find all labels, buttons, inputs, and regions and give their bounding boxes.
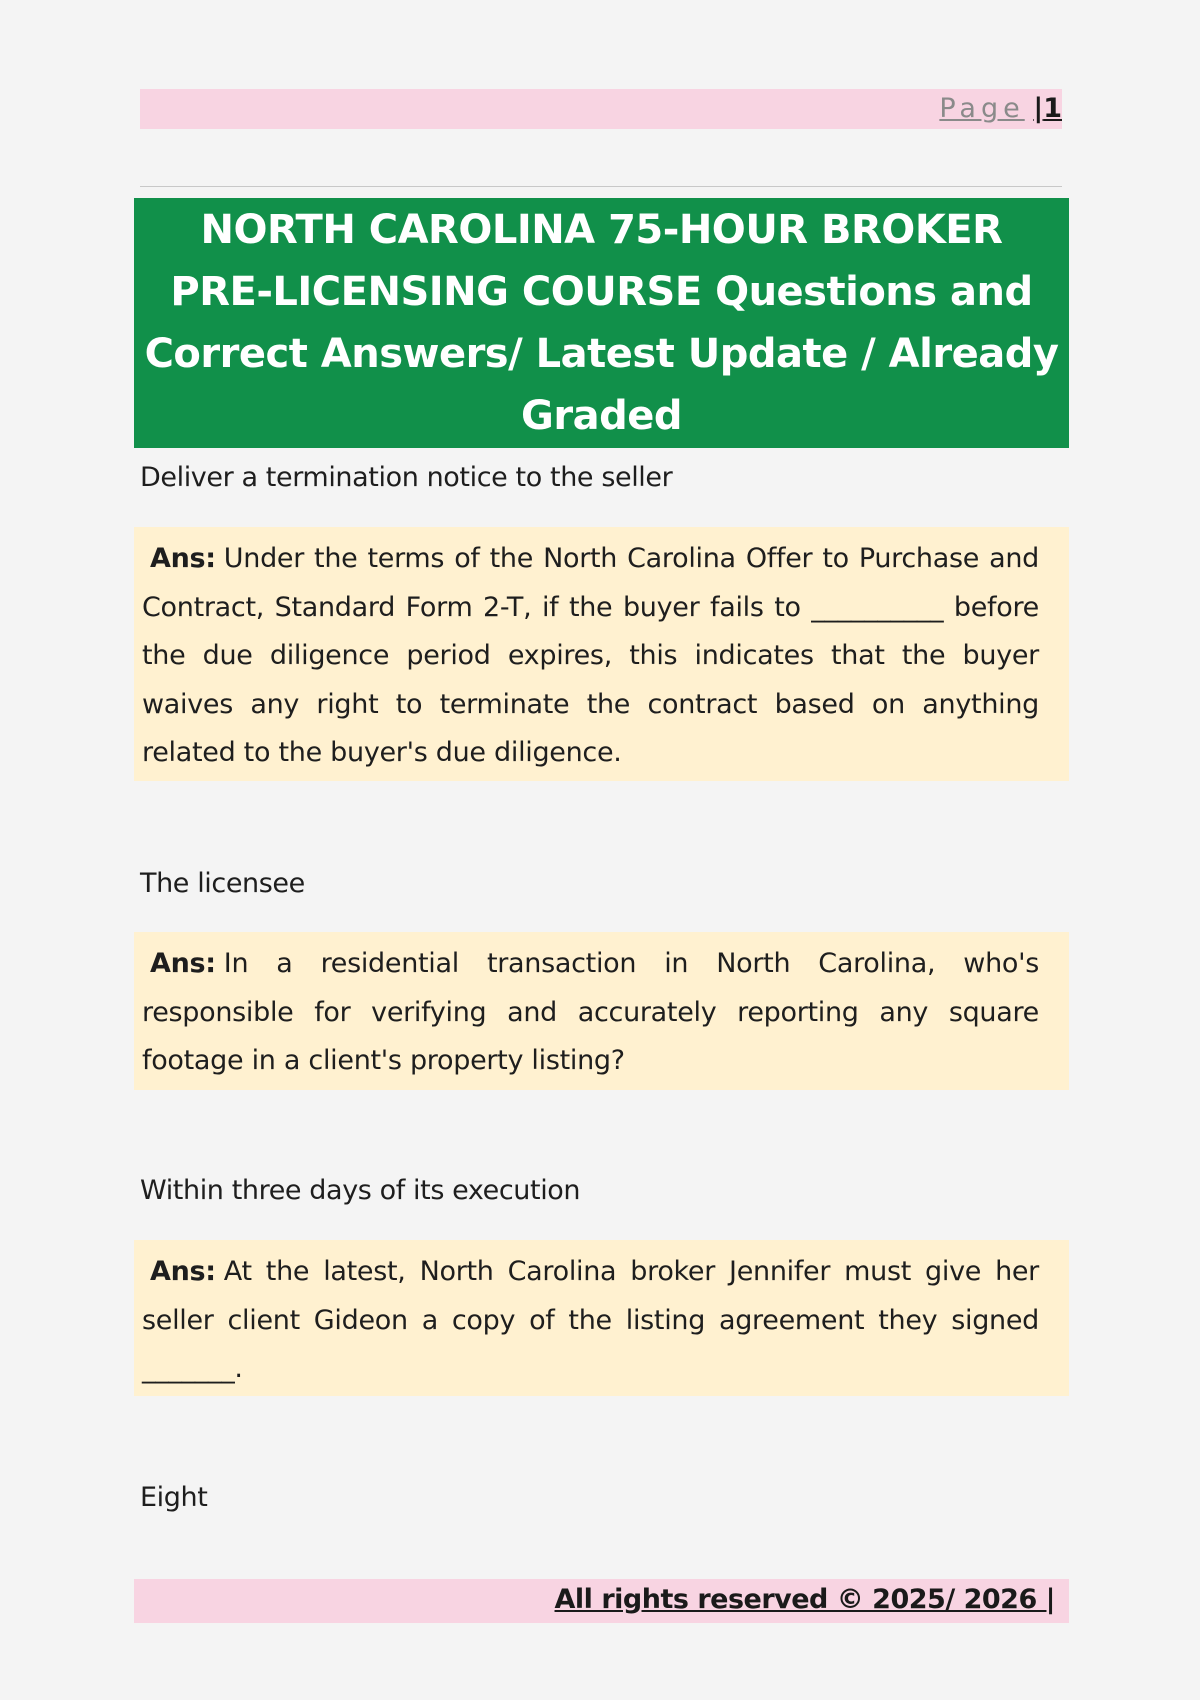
question-text-1: Under the terms of the North Carolina Offer to Purchase and Contract, Standard Form 2-T, if the buyer fails to __________ before the due diligence period expires, this indicates that the buyer waives any right to terminate the contract based on anything related to the buyer's due diligence.	[142, 543, 1039, 768]
answer-text-4: Eight	[140, 1482, 208, 1513]
answer-text-1: Deliver a termination notice to the seller	[140, 462, 673, 493]
page-separator: |1	[1033, 93, 1062, 124]
page-footer	[134, 1579, 1069, 1623]
question-box-1	[134, 527, 1069, 781]
page-header	[140, 89, 1062, 129]
answer-text-2: The licensee	[140, 868, 305, 899]
question-text-2: In a residential transaction in North Carolina, who's responsible for verifying and accurately reporting any square footage in a client's property listing?	[142, 948, 1039, 1076]
page-number: 1	[1043, 93, 1062, 124]
header-divider	[140, 186, 1062, 187]
question-box-2	[134, 932, 1069, 1090]
ans-label: Ans:	[150, 543, 216, 574]
question-box-3	[134, 1240, 1069, 1396]
question-text-3: At the latest, North Carolina broker Jennifer must give her seller client Gideon a copy of the listing agreement they signed _______.	[142, 1256, 1039, 1384]
page-number-label	[939, 93, 1062, 125]
document-title: NORTH CAROLINA 75-HOUR BROKER PRE-LICENSING COURSE Questions and Correct Answers/ Latest Update / Already Graded	[144, 207, 1059, 439]
title-banner	[134, 198, 1069, 448]
ans-label: Ans:	[150, 948, 216, 979]
page-word: Page	[939, 93, 1025, 124]
copyright-notice: All rights reserved © 2025/ 2026 |	[554, 1584, 1055, 1615]
ans-label: Ans:	[150, 1256, 216, 1287]
answer-text-3: Within three days of its execution	[140, 1175, 581, 1206]
